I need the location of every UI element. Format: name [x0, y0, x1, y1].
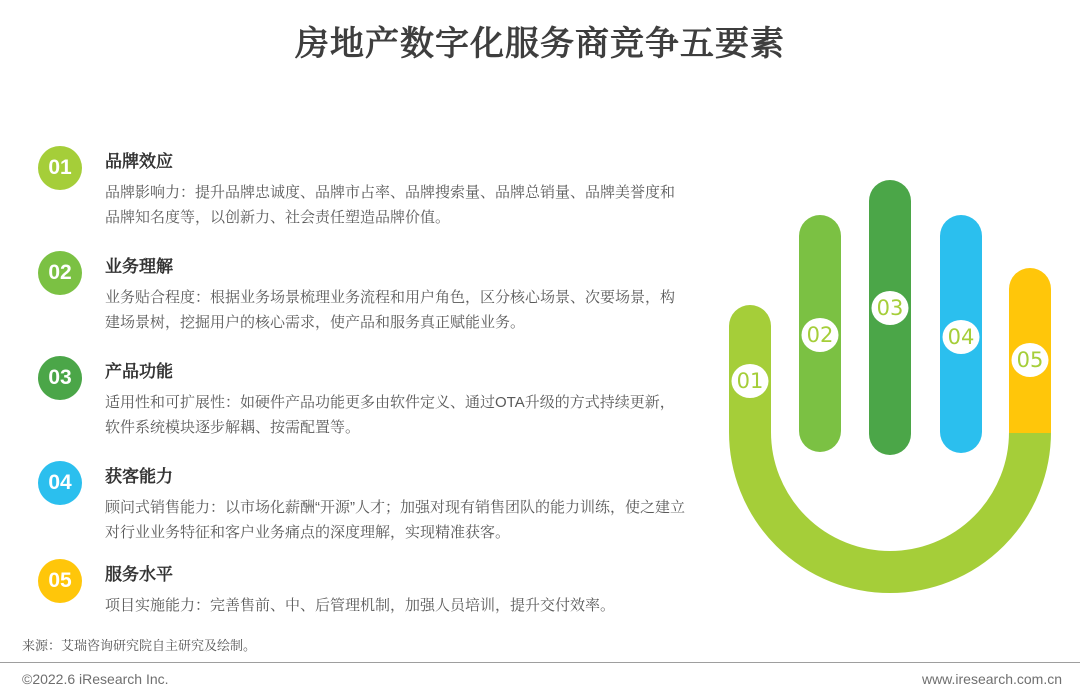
page-title: 房地产数字化服务商竞争五要素 — [295, 25, 785, 63]
item-description: 项目实施能力：完善售前、中、后管理机制，加强人员培训，提升交付效率。 — [105, 597, 616, 614]
finger-badge-04-label: 04 — [947, 325, 975, 349]
item-description: 顾问式销售能力：以市场化薪酬“开源”人才；加强对现有销售团队的能力训练，使之建立对行业业务特征和客户业务痛点的深度理解，实现精准获客。 — [105, 499, 685, 541]
item-body — [105, 560, 685, 618]
item-title: 业务理解 — [105, 257, 173, 276]
item-number-badge: 04 — [38, 461, 82, 505]
item-number-badge: 01 — [38, 146, 82, 190]
footer-website: www.iresearch.com.cn — [921, 671, 1062, 687]
finger-badge-01-label: 01 — [736, 369, 764, 393]
finger-badge-05-label: 05 — [1016, 348, 1044, 372]
finger-badge-02-label: 02 — [806, 323, 834, 347]
item-title: 获客能力 — [105, 467, 173, 486]
item-number-badge: 05 — [38, 559, 82, 603]
finger-badge-03-label: 03 — [876, 296, 904, 320]
item-body — [105, 357, 685, 440]
item-description: 适用性和可扩展性：如硬件产品功能更多由软件定义、通过OTA升级的方式持续更新，软件系统模块逐步解耦、按需配置等。 — [105, 394, 675, 436]
footer-divider — [0, 662, 1080, 663]
source-note: 来源：艾瑞咨询研究院自主研究及绘制。 — [22, 638, 257, 653]
hand-graphic — [710, 165, 1070, 615]
footer-copyright: ©2022.6 iResearch Inc. — [22, 671, 169, 687]
item-number-badge: 02 — [38, 251, 82, 295]
item-title: 产品功能 — [105, 362, 173, 381]
item-body — [105, 147, 685, 230]
item-body — [105, 252, 685, 335]
item-title: 品牌效应 — [105, 152, 173, 171]
item-number-badge: 03 — [38, 356, 82, 400]
item-body — [105, 462, 685, 545]
item-description: 业务贴合程度：根据业务场景梳理业务流程和用户角色，区分核心场景、次要场景，构建场景树，挖掘用户的核心需求，使产品和服务真正赋能业务。 — [105, 289, 676, 331]
item-title: 服务水平 — [105, 565, 173, 584]
item-description: 品牌影响力：提升品牌忠诚度、品牌市占率、品牌搜索量、品牌总销量、品牌美誉度和品牌知名度等，以创新力、社会责任塑造品牌价值。 — [105, 184, 676, 226]
